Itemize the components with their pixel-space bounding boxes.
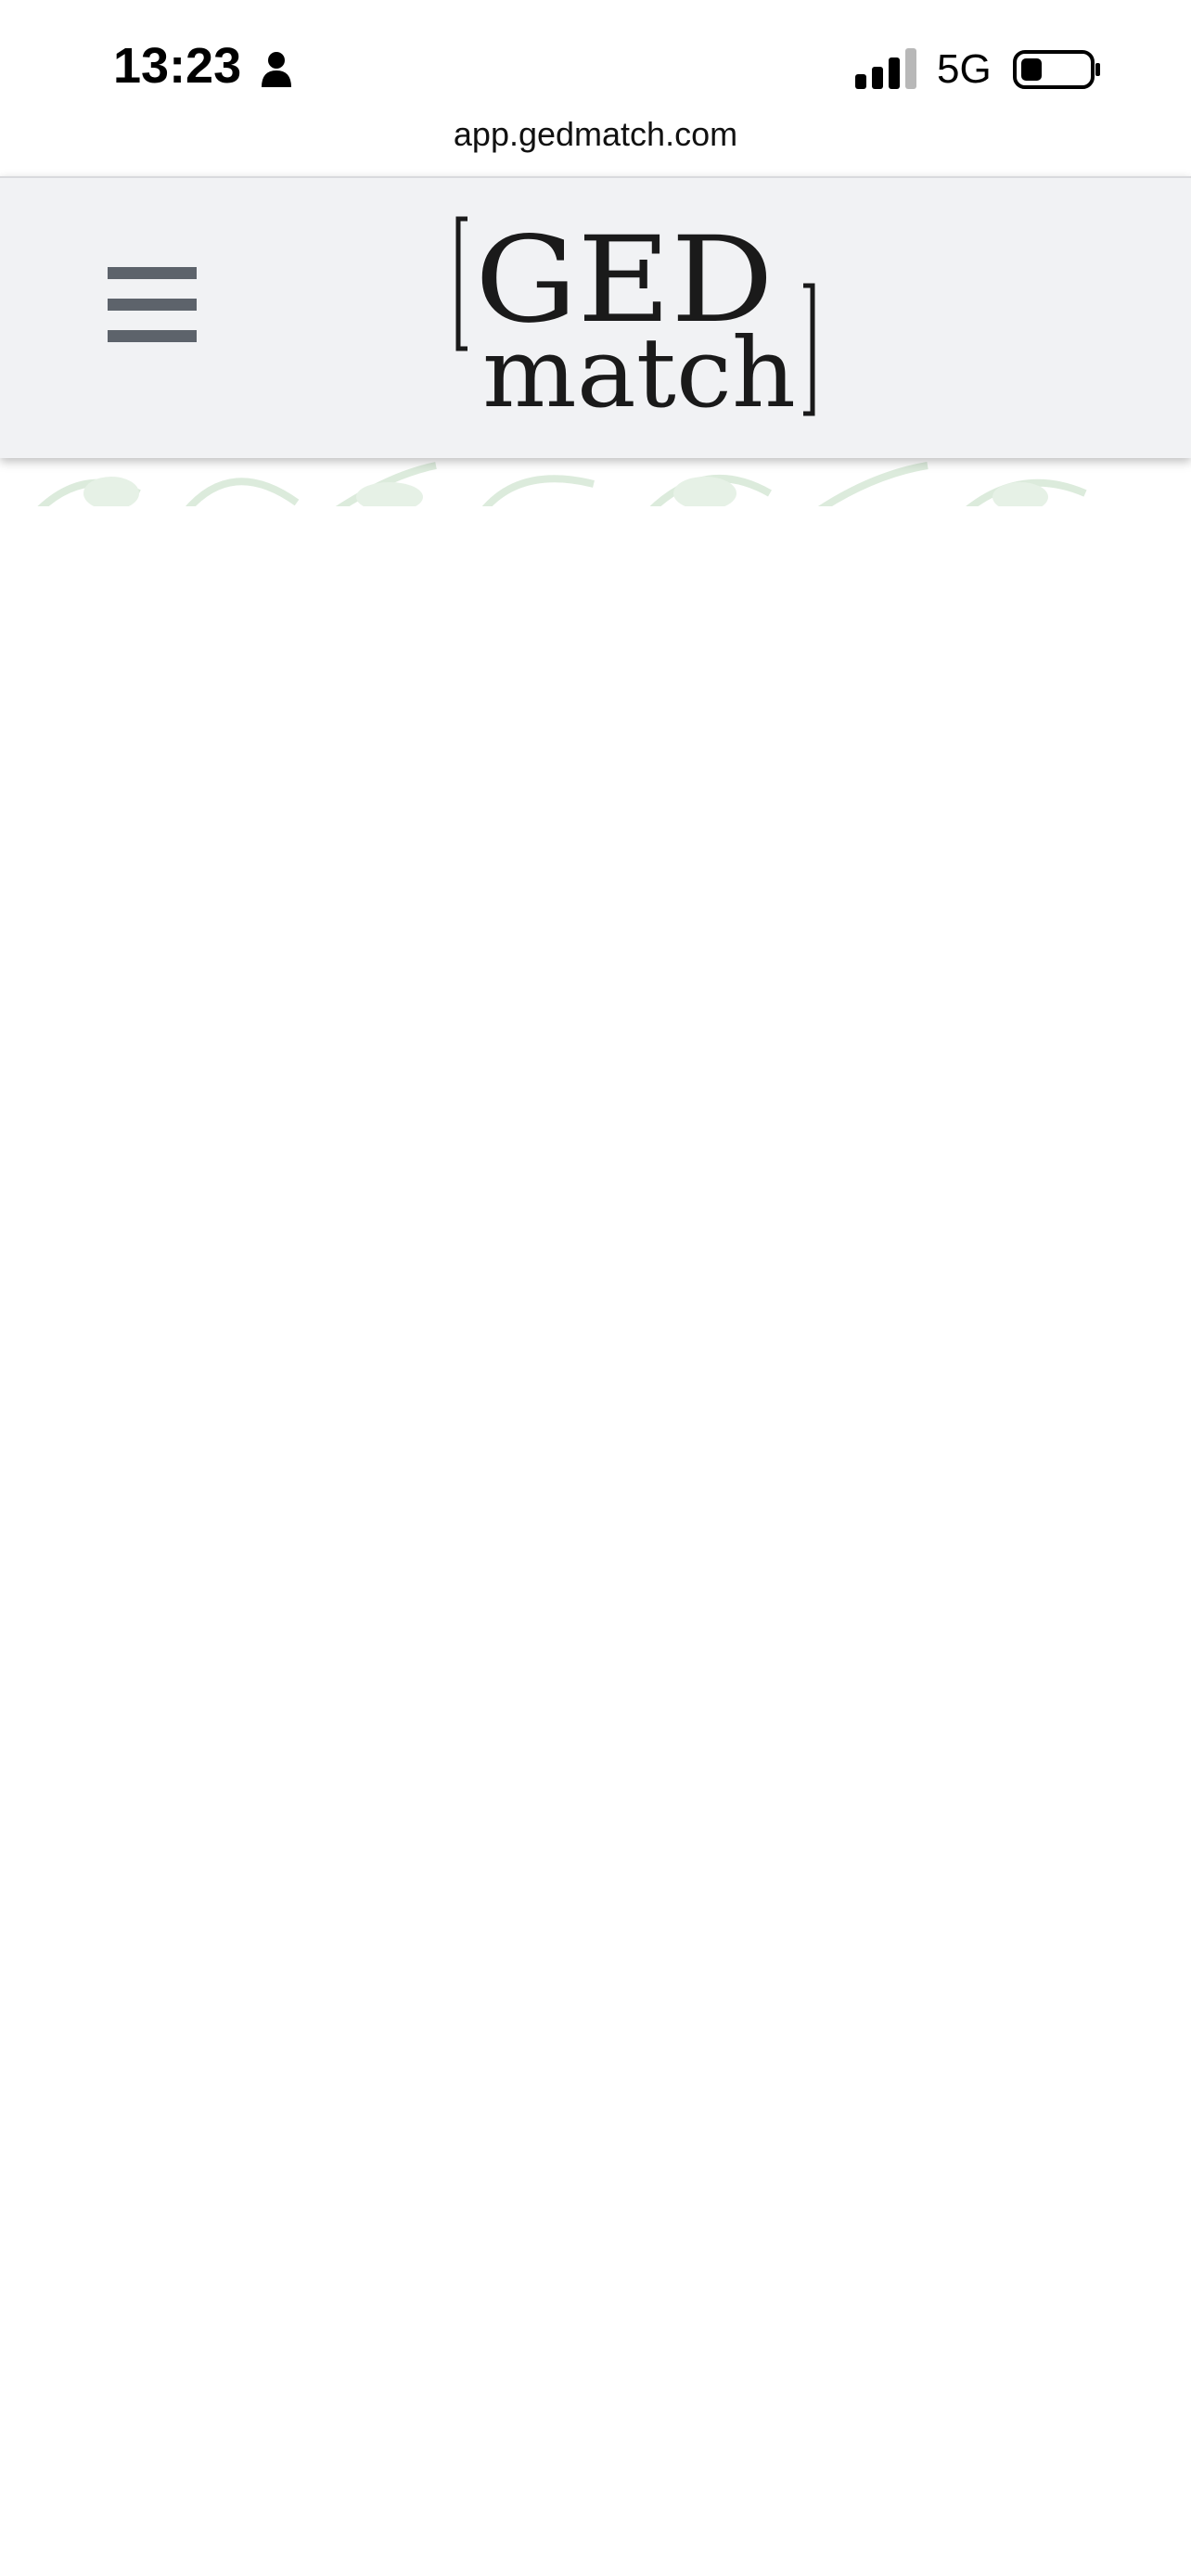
status-bar — [0, 0, 1191, 176]
url-bar[interactable]: app.gedmatch.com — [453, 115, 738, 153]
svg-text:GED: GED — [475, 211, 774, 350]
status-time: 13:23 — [113, 38, 242, 94]
content-card — [0, 506, 1191, 2576]
gedmatch-logo[interactable] — [455, 211, 826, 425]
decorative-leaf-pattern — [0, 456, 1191, 512]
battery-icon — [1013, 50, 1102, 89]
person-icon — [260, 50, 293, 87]
hamburger-menu-icon[interactable] — [108, 267, 202, 345]
site-header — [0, 176, 1191, 458]
svg-text:match: match — [482, 316, 796, 425]
network-type: 5G — [937, 46, 992, 92]
cellular-signal-icon — [855, 48, 922, 89]
